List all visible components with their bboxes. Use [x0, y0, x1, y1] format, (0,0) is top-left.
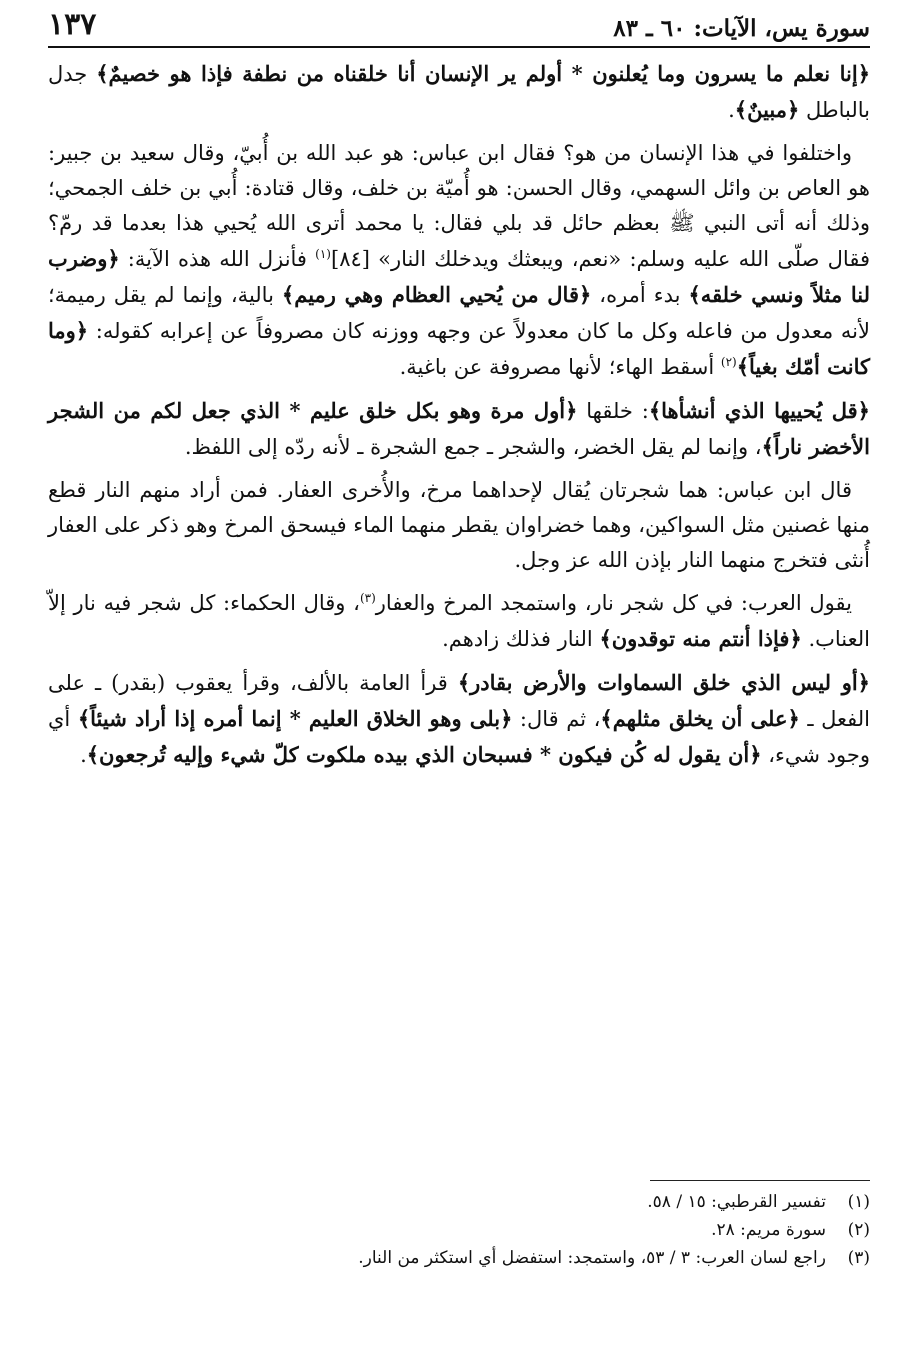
paragraph [48, 136, 870, 385]
commentary-text: قرأ العامة بالألف، وقرأ يعقوب (بقدر) ـ على الفعل ـ [48, 671, 870, 731]
footnote-marker[interactable]: (٢) [720, 355, 737, 369]
paragraph [48, 393, 870, 465]
footnote-number: (١) [847, 1192, 870, 1212]
footnote-number: (٢) [847, 1220, 870, 1240]
quran-verse: ﴿بلى وهو الخلاق العليم * إنما أمره إذا أراد شيئاً﴾ [77, 706, 513, 731]
footnote-marker[interactable]: (٣) [359, 591, 376, 605]
commentary-text: بالية، وإنما لم يقل رميمة؛ لأنه معدول من فاعله وكل ما كان معدولاً عن وجهه ووزنه كان مصروفاً عن إعرابه كقوله: [48, 283, 870, 343]
commentary-text: النار فذلك زادهم. [442, 627, 600, 651]
footnote [48, 1244, 870, 1272]
quran-verse: ﴿مبينٌ﴾ [734, 97, 800, 122]
paragraph [48, 665, 870, 773]
page-number: ١٣٧ [48, 7, 97, 42]
footnote-number: (٣) [847, 1248, 870, 1268]
paragraph [48, 56, 870, 128]
footnote [48, 1188, 870, 1216]
commentary-text: يقول العرب: في كل شجر نار، واستمجد المرخ والعفار [375, 591, 852, 615]
footnote-marker[interactable]: (١) [315, 247, 331, 261]
commentary-text: : خلقها [577, 399, 649, 423]
quran-verse: ﴿إنا نعلم ما يسرون وما يُعلنون * أولم ير الإنسان أنا خلقناه من نطفة فإذا هو خصيمٌ﴾ [96, 61, 870, 86]
commentary-text: جدل بالباطل [48, 62, 870, 122]
quran-verse: ﴿أو ليس الذي خلق السماوات والأرض بقادر﴾ [457, 670, 870, 695]
quran-verse: ﴿قال من يُحيي العظام وهي رميم﴾ [281, 282, 592, 307]
commentary-text: ، وإنما لم يقل الخضر، والشجر ـ جمع الشجرة ـ لأنه ردّه إلى اللفظ. [184, 435, 762, 459]
quran-verse: ﴿فإذا أنتم منه توقدون﴾ [599, 626, 802, 651]
quran-verse: ﴿أول مرة وهو بكل خلق عليم * الذي جعل لكم من الشجر الأخضر ناراً﴾ [48, 398, 870, 459]
commentary-text: فأنزل الله هذه الآية: [119, 247, 316, 271]
quran-verse: ﴿قل يُحييها الذي أنشأها﴾ [648, 398, 870, 423]
commentary-text: بدء أمره، [591, 283, 689, 307]
paragraph [48, 473, 870, 578]
footnote-text: سورة مريم: ٢٨. [711, 1220, 826, 1240]
commentary-text: ، ثم قال: [512, 707, 601, 731]
footnotes [48, 1188, 870, 1272]
quran-verse: ﴿على أن يخلق مثلهم﴾ [600, 706, 800, 731]
footnote-divider [650, 1180, 870, 1181]
quran-verse: ﴿وضرب لنا مثلاً ونسي خلقه﴾ [48, 246, 870, 307]
paragraph [48, 586, 870, 657]
page-header [48, 0, 870, 48]
footnote-text: تفسير القرطبي: ١٥ / ٥٨. [647, 1192, 826, 1212]
main-text [48, 56, 870, 781]
commentary-text: . [728, 98, 735, 122]
quran-verse: ﴿أن يقول له كُن فيكون * فسبحان الذي بيده ملكوت كلّ شيء وإليه تُرجعون﴾ [86, 742, 762, 767]
commentary-text: . [80, 743, 87, 767]
commentary-text: أسقط الهاء؛ لأنها مصروفة عن باغية. [399, 355, 721, 379]
footnote-text: راجع لسان العرب: ٣ / ٥٣، واستمجد: استفضل أي استكثر من النار. [358, 1248, 826, 1268]
quran-verse: ﴿وما كانت أمّك بغياً﴾ [48, 318, 870, 379]
commentary-text: واختلفوا في هذا الإنسان من هو؟ فقال ابن عباس: هو عبد الله بن أُبيّ، وقال سعيد بن جبير: هو العاص بن وائل السهمي، وقال الحسن: هو أُميّة بن خلف، وقال قتادة: أُبي بن خلف الجمحي؛ وذلك أنه أتى النبي ﷺ بعظم حائل قد بلي فقال: يا محمد أترى الله يُحيي هذا بعدما قد رمّ؟ فقال صلّى الله عليه وسلم: «نعم، ويبعثك ويدخلك النار» [٨٤] [48, 141, 870, 271]
commentary-text: أي وجود شيء، [48, 707, 870, 767]
footnote [48, 1216, 870, 1244]
commentary-text: ، وقال الحكماء: كل شجر فيه نار إلاّ العناب. [48, 591, 870, 651]
surah-title: سورة يس، الآيات: ٦٠ ـ ٨٣ [613, 15, 870, 42]
commentary-text: قال ابن عباس: هما شجرتان يُقال لإحداهما مرخ، والأُخرى العفار. فمن أراد منهم النار قطع منها غصنين مثل السواكين، وهما خضراوان يقطر منهما الماء فيسحق المرخ وهو ذكر على العفار أُنثى فتخرج منهما النار بإذن الله عز وجل. [48, 478, 870, 572]
